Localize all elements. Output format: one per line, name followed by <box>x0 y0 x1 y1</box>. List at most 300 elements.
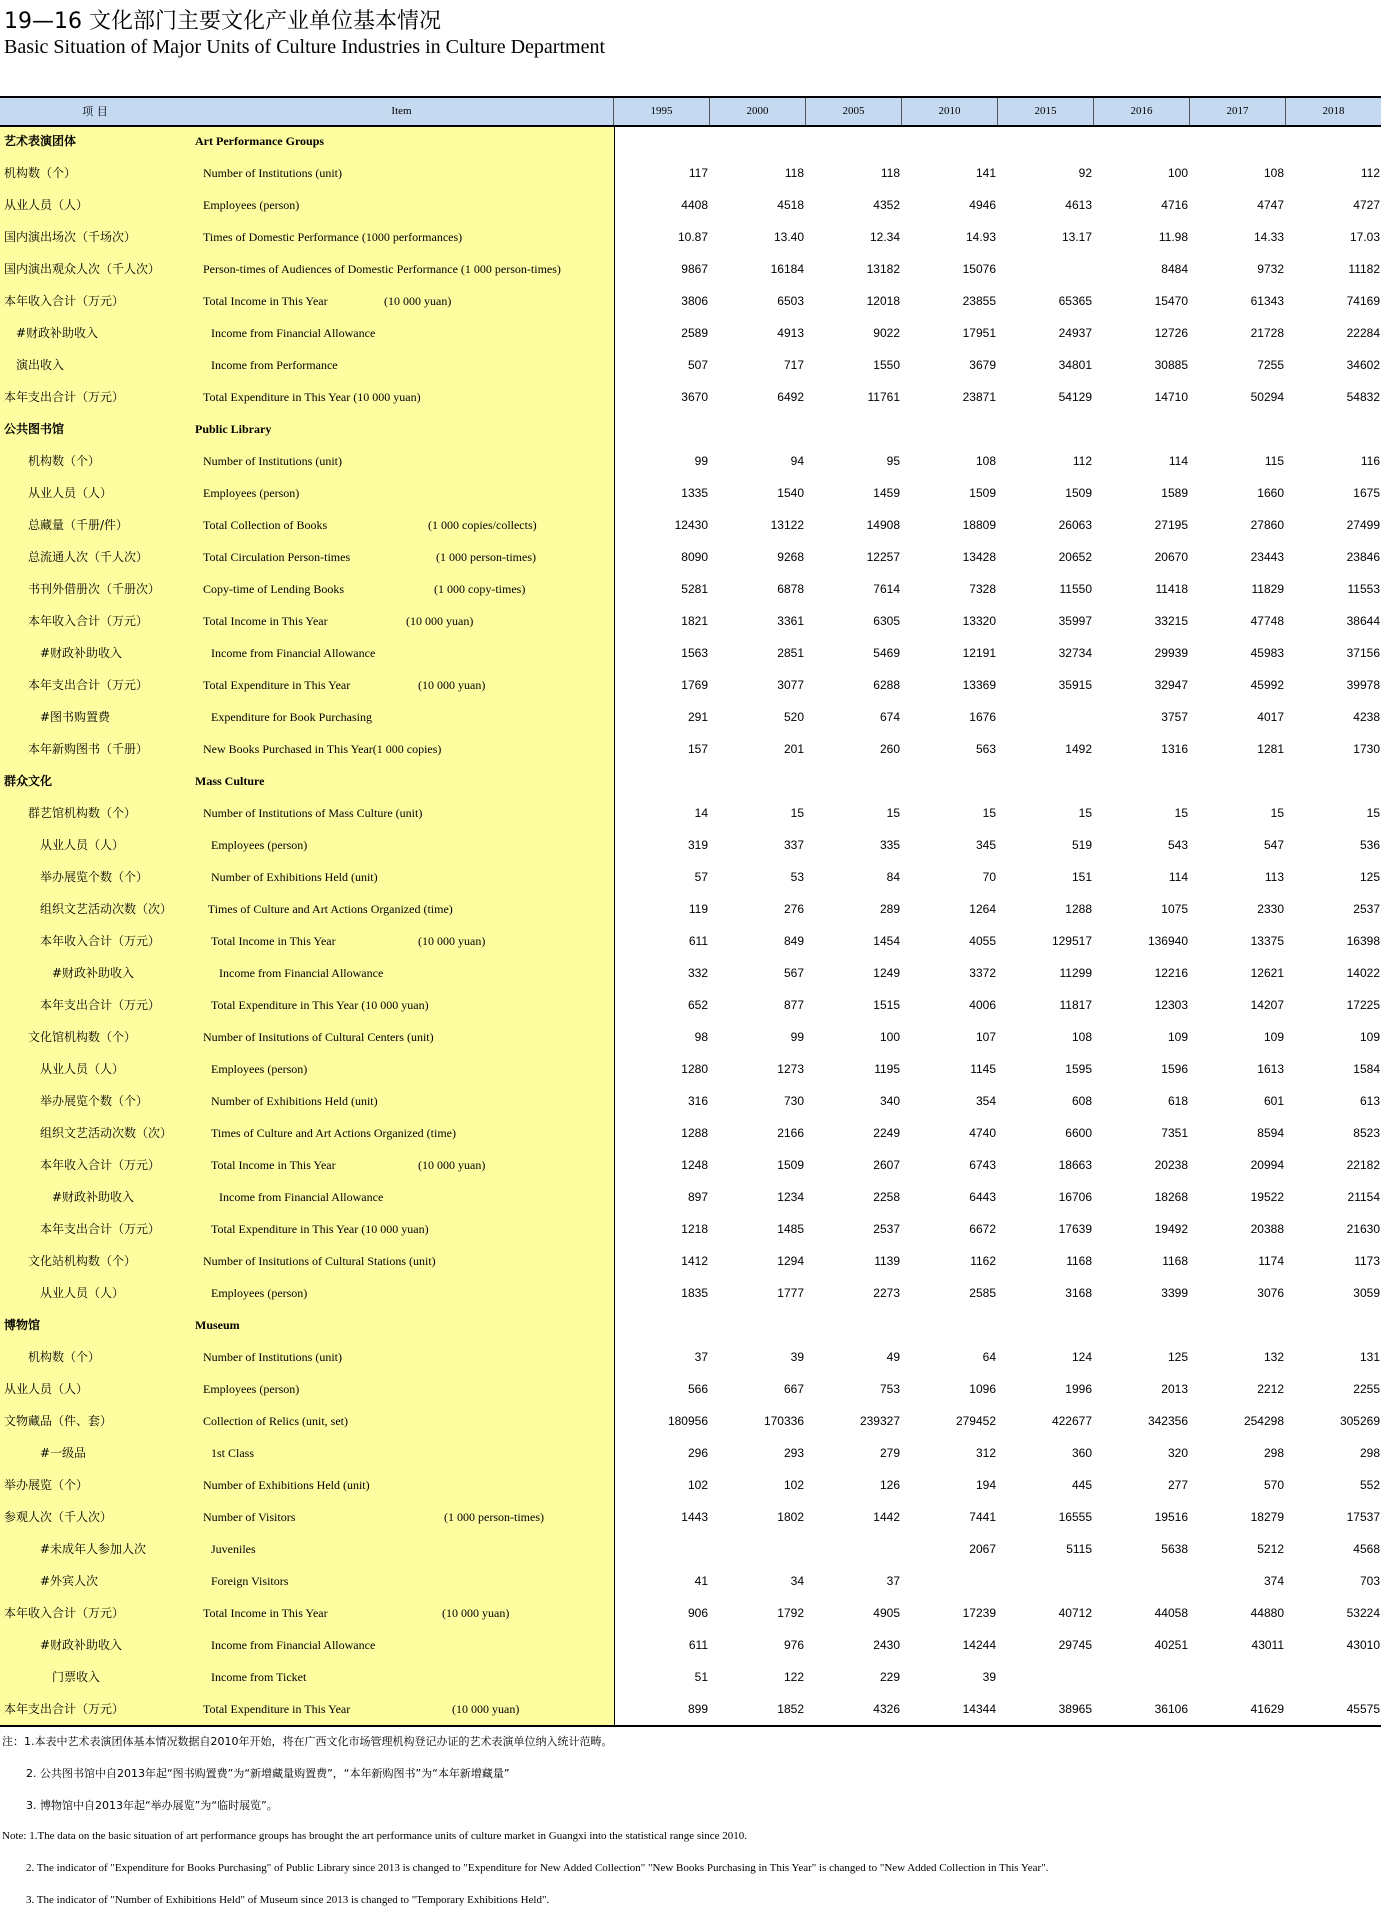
table-cell: 23871 <box>962 390 996 404</box>
row-label-en: Person-times of Audiences of Domestic Performance (1 000 person-times) <box>203 262 561 276</box>
table-header <box>0 96 1381 127</box>
table-cell: 6672 <box>969 1222 996 1236</box>
table-cell: 6600 <box>1065 1126 1092 1140</box>
table-bottom-rule <box>0 1725 1381 1727</box>
table-cell: 1443 <box>681 1510 708 1524</box>
table-cell: 14207 <box>1250 998 1284 1012</box>
row-label-en: Total Income in This Year <box>203 294 328 308</box>
table-cell: 601 <box>1263 1094 1284 1108</box>
table-cell: 18279 <box>1250 1510 1284 1524</box>
table-cell: 4017 <box>1257 710 1284 724</box>
table-row <box>0 223 1381 255</box>
table-cell: 51 <box>694 1670 708 1684</box>
table-cell: 21630 <box>1346 1222 1380 1236</box>
table-cell: 2537 <box>1353 902 1380 916</box>
table-row <box>0 1535 1381 1567</box>
row-label-cn: 公共图书馆 <box>4 422 65 436</box>
section-row <box>0 767 1381 799</box>
row-label-cn: 机构数（个） <box>28 454 101 468</box>
table-cell: 2013 <box>1161 1382 1188 1396</box>
table-cell: 4518 <box>777 198 804 212</box>
row-label-en: Total Income in This Year <box>211 1158 336 1172</box>
table-row <box>0 671 1381 703</box>
row-label-en: Employees (person) <box>203 486 300 500</box>
table-cell: 11761 <box>867 390 900 404</box>
table-cell: 41 <box>694 1574 708 1588</box>
table-cell: 4568 <box>1353 1542 1380 1556</box>
table-cell: 1096 <box>969 1382 996 1396</box>
row-label-en: Art Performance Groups <box>195 134 325 148</box>
table-cell: 132 <box>1263 1350 1284 1364</box>
table-cell: 2258 <box>873 1190 900 1204</box>
table-cell: 1288 <box>681 1126 708 1140</box>
table-cell: 10.87 <box>677 230 708 244</box>
table-row <box>0 479 1381 511</box>
table-cell: 1316 <box>1161 742 1188 756</box>
row-label-cn: #财政补助收入 <box>40 646 123 660</box>
table-cell: 45983 <box>1250 646 1284 660</box>
table-cell: 340 <box>879 1094 900 1108</box>
table-cell: 14022 <box>1346 966 1380 980</box>
table-cell: 1234 <box>777 1190 804 1204</box>
table-cell: 6878 <box>777 582 804 596</box>
table-cell: 27195 <box>1154 518 1188 532</box>
table-cell: 1509 <box>969 486 996 500</box>
table-cell: 4913 <box>777 326 804 340</box>
row-label-en: Number of Institutions of Mass Culture (unit) <box>203 806 423 820</box>
table-cell: 20652 <box>1058 550 1092 564</box>
table-row <box>0 1183 1381 1215</box>
table-cell: 115 <box>1264 454 1284 468</box>
row-label-en: Total Income in This Year <box>211 934 336 948</box>
table-row <box>0 1375 1381 1407</box>
table-cell: 1485 <box>777 1222 804 1236</box>
note-line: 注：1.本表中艺术表演团体基本情况数据自2010年开始，将在广西文化市场管理机构登记办证的艺术表演单位纳入统计范畴。 <box>2 1735 613 1748</box>
table-cell: 1264 <box>969 902 996 916</box>
table-cell: 119 <box>688 902 708 916</box>
table-cell: 12.34 <box>869 230 900 244</box>
table-cell: 15470 <box>1154 294 1188 308</box>
table-cell: 39 <box>982 1670 996 1684</box>
table-cell: 7441 <box>969 1510 996 1524</box>
table-cell: 2067 <box>969 1542 996 1556</box>
table-row <box>0 1439 1381 1471</box>
row-label-cn: 从业人员（人） <box>40 1286 125 1300</box>
table-cell: 342356 <box>1147 1414 1188 1428</box>
table-cell: 13428 <box>962 550 996 564</box>
row-label-cn: 总藏量（千册/件） <box>28 518 129 532</box>
table-cell: 1459 <box>873 486 900 500</box>
table-cell: 38965 <box>1058 1702 1092 1716</box>
table-cell: 1218 <box>681 1222 708 1236</box>
table-cell: 41629 <box>1250 1702 1284 1716</box>
table-cell: 543 <box>1167 838 1188 852</box>
table-cell: 3059 <box>1353 1286 1380 1300</box>
table-cell: 20238 <box>1154 1158 1188 1172</box>
table-cell: 1162 <box>970 1254 996 1268</box>
table-cell: 17225 <box>1346 998 1380 1012</box>
table-cell: 2537 <box>873 1222 900 1236</box>
table-row <box>0 863 1381 895</box>
row-label-en: Total Expenditure in This Year (10 000 yuan) <box>203 390 421 404</box>
table-cell: 4905 <box>873 1606 900 1620</box>
table-cell: 4747 <box>1257 198 1284 212</box>
table-cell: 36106 <box>1154 1702 1188 1716</box>
table-row <box>0 1567 1381 1599</box>
table-cell: 50294 <box>1250 390 1284 404</box>
table-cell: 611 <box>688 934 708 948</box>
table-cell: 5115 <box>1066 1542 1092 1556</box>
row-label-cn: #财政补助收入 <box>52 966 135 980</box>
table-cell: 34 <box>790 1574 804 1588</box>
table-cell: 124 <box>1071 1350 1092 1364</box>
table-cell: 94 <box>790 454 804 468</box>
table-cell: 277 <box>1167 1478 1188 1492</box>
table-cell: 19522 <box>1250 1190 1284 1204</box>
table-cell: 13.40 <box>773 230 804 244</box>
table-row <box>0 927 1381 959</box>
table-row <box>0 1151 1381 1183</box>
table-cell: 194 <box>975 1478 996 1492</box>
table-cell: 18809 <box>962 518 996 532</box>
table-row <box>0 1119 1381 1151</box>
table-cell: 1248 <box>681 1158 708 1172</box>
table-cell: 35915 <box>1058 678 1092 692</box>
table-cell: 279 <box>879 1446 900 1460</box>
table-cell: 151 <box>1071 870 1092 884</box>
table-cell: 1335 <box>681 486 708 500</box>
row-label-cn: 群众文化 <box>4 774 53 788</box>
table-cell: 1821 <box>681 614 708 628</box>
row-label-cn: 本年支出合计（万元） <box>40 998 161 1012</box>
table-cell: 316 <box>687 1094 708 1108</box>
row-label-cn: 举办展览（个） <box>4 1478 89 1492</box>
row-unit: (10 000 yuan) <box>452 1702 520 1716</box>
table-cell: 109 <box>1359 1030 1380 1044</box>
table-cell: 126 <box>879 1478 900 1492</box>
header-year: 2018 <box>1322 105 1345 117</box>
row-label-cn: #财政补助收入 <box>16 326 99 340</box>
table-cell: 6443 <box>969 1190 996 1204</box>
row-label-cn: #财政补助收入 <box>40 1638 123 1652</box>
row-label-en: Expenditure for Book Purchasing <box>211 710 372 724</box>
row-label-en: Total Circulation Person-times <box>203 550 351 564</box>
table-cell: 18268 <box>1154 1190 1188 1204</box>
table-cell: 14710 <box>1154 390 1188 404</box>
row-label-cn: 本年收入合计（万元） <box>40 934 161 948</box>
table-cell: 9732 <box>1257 262 1284 276</box>
table-cell: 1852 <box>777 1702 804 1716</box>
table-cell: 118 <box>880 166 900 180</box>
table-cell: 618 <box>1167 1094 1188 1108</box>
table-cell: 608 <box>1071 1094 1092 1108</box>
table-cell: 125 <box>1359 870 1380 884</box>
table-cell: 4716 <box>1161 198 1188 212</box>
table-cell: 1589 <box>1161 486 1188 500</box>
table-cell: 305269 <box>1339 1414 1380 1428</box>
table-cell: 566 <box>687 1382 708 1396</box>
table-cell: 113 <box>1264 870 1284 884</box>
row-label-cn: #一级品 <box>40 1446 87 1460</box>
row-label-en: Number of Exhibitions Held (unit) <box>203 1478 370 1492</box>
table-row <box>0 1023 1381 1055</box>
row-label-en: Employees (person) <box>203 1382 300 1396</box>
header-year: 2000 <box>710 98 806 125</box>
table-cell: 9022 <box>873 326 900 340</box>
table-cell: 2330 <box>1257 902 1284 916</box>
table-cell: 312 <box>975 1446 996 1460</box>
table-cell: 239327 <box>859 1414 900 1428</box>
row-label-en: Museum <box>195 1318 240 1332</box>
row-label-cn: 门票收入 <box>52 1670 101 1684</box>
table-cell: 897 <box>687 1190 708 1204</box>
table-cell: 1454 <box>873 934 900 948</box>
table-cell: 3077 <box>777 678 804 692</box>
table-cell: 17239 <box>962 1606 996 1620</box>
table-cell: 13375 <box>1250 934 1284 948</box>
table-cell: 1173 <box>1354 1254 1380 1268</box>
row-label-en: Employees (person) <box>203 198 300 212</box>
row-label-en: Total Collection of Books <box>203 518 328 532</box>
row-label-cn: #外宾人次 <box>40 1574 99 1588</box>
table-cell: 49 <box>886 1350 900 1364</box>
header-year: 1995 <box>614 98 710 125</box>
table-cell: 8090 <box>681 550 708 564</box>
table-cell: 2166 <box>777 1126 804 1140</box>
table-cell: 445 <box>1071 1478 1092 1492</box>
table-cell: 422677 <box>1051 1414 1092 1428</box>
table-row <box>0 383 1381 415</box>
table-cell: 17951 <box>962 326 996 340</box>
table-cell: 112 <box>1360 166 1380 180</box>
row-label-en: Number of Institutions (unit) <box>203 1350 342 1364</box>
table-cell: 1777 <box>777 1286 804 1300</box>
table-cell: 32734 <box>1058 646 1092 660</box>
table-cell: 117 <box>688 166 708 180</box>
table-cell: 5638 <box>1161 1542 1188 1556</box>
table-cell: 47748 <box>1250 614 1284 628</box>
table-cell: 6743 <box>969 1158 996 1172</box>
table-cell: 19516 <box>1154 1510 1188 1524</box>
table-cell: 291 <box>687 710 708 724</box>
table-cell: 131 <box>1359 1350 1380 1364</box>
row-label-cn: 本年收入合计（万元） <box>4 294 125 308</box>
table-cell: 611 <box>688 1638 708 1652</box>
table-cell: 102 <box>687 1478 708 1492</box>
row-label-cn: 从业人员（人） <box>4 1382 89 1396</box>
table-cell: 8594 <box>1257 1126 1284 1140</box>
table-cell: 17.03 <box>1349 230 1380 244</box>
table-cell: 3806 <box>681 294 708 308</box>
table-cell: 4006 <box>969 998 996 1012</box>
row-label-cn: 举办展览个数（个） <box>40 1094 149 1108</box>
table-cell: 92 <box>1078 166 1092 180</box>
row-label-cn: #财政补助收入 <box>52 1190 135 1204</box>
row-label-en: Total Income in This Year <box>203 1606 328 1620</box>
row-label-cn: 从业人员（人） <box>4 198 89 212</box>
table-cell: 260 <box>879 742 900 756</box>
table-cell: 114 <box>1168 870 1188 884</box>
table-row <box>0 799 1381 831</box>
table-cell: 229 <box>879 1670 900 1684</box>
table-cell: 4352 <box>873 198 900 212</box>
table-cell: 1168 <box>1066 1254 1092 1268</box>
table-cell: 319 <box>687 838 708 852</box>
row-label-cn: 本年支出合计（万元） <box>40 1222 161 1236</box>
table-cell: 18663 <box>1058 1158 1092 1172</box>
row-label-en: Income from Financial Allowance <box>219 966 384 980</box>
page-title-en: Basic Situation of Major Units of Culture Industries in Culture Department <box>4 36 606 58</box>
table-row <box>0 447 1381 479</box>
row-label-en: Employees (person) <box>211 838 308 852</box>
table-cell: 12621 <box>1250 966 1284 980</box>
table-cell: 44058 <box>1154 1606 1188 1620</box>
table-cell: 1288 <box>1065 902 1092 916</box>
table-cell: 17537 <box>1346 1510 1380 1524</box>
table-cell: 849 <box>783 934 804 948</box>
row-label-en: Number of Exhibitions Held (unit) <box>211 1094 378 1108</box>
table-row <box>0 1631 1381 1663</box>
table-cell: 114 <box>1168 454 1188 468</box>
table-cell: 16555 <box>1058 1510 1092 1524</box>
table-cell: 12191 <box>962 646 996 660</box>
row-label-en: Income from Financial Allowance <box>219 1190 384 1204</box>
table-cell: 652 <box>687 998 708 1012</box>
table-cell: 254298 <box>1243 1414 1284 1428</box>
table-cell: 45992 <box>1250 678 1284 692</box>
table-cell: 29745 <box>1058 1638 1092 1652</box>
table-cell: 8523 <box>1353 1126 1380 1140</box>
table-cell: 201 <box>783 742 804 756</box>
table-row <box>0 639 1381 671</box>
table-cell: 34801 <box>1058 358 1092 372</box>
table-cell: 320 <box>1167 1446 1188 1460</box>
row-unit: (10 000 yuan) <box>442 1606 510 1620</box>
row-label-en: New Books Purchased in This Year(1 000 copies) <box>203 742 442 756</box>
table-cell: 20670 <box>1154 550 1188 564</box>
table-cell: 53224 <box>1346 1606 1380 1620</box>
row-label-en: Total Expenditure in This Year (10 000 yuan) <box>211 1222 429 1236</box>
table-cell: 6305 <box>873 614 900 628</box>
note-line: Note: 1.The data on the basic situation of art performance groups has brought the art performance units of culture market in Guangxi into the statistical range since 2010. <box>2 1830 748 1842</box>
table-cell: 98 <box>694 1030 708 1044</box>
table-cell: 11182 <box>1348 262 1380 276</box>
header-item-en: Item <box>190 98 614 125</box>
table-cell: 109 <box>1167 1030 1188 1044</box>
table-cell: 100 <box>879 1030 900 1044</box>
table-cell: 21154 <box>1347 1190 1380 1204</box>
table-cell: 16398 <box>1346 934 1380 948</box>
table-cell: 45575 <box>1346 1702 1380 1716</box>
table-cell: 296 <box>687 1446 708 1460</box>
row-label-cn: 组织文艺活动次数（次） <box>40 1126 173 1140</box>
table-cell: 4055 <box>969 934 996 948</box>
row-label-en: Number of Insitutions of Cultural Centers (unit) <box>203 1030 434 1044</box>
row-label-cn: 机构数（个） <box>4 166 77 180</box>
row-label-cn: 群艺馆机构数（个） <box>28 806 137 820</box>
table-cell: 7328 <box>969 582 996 596</box>
table-cell: 703 <box>1359 1574 1380 1588</box>
table-row <box>0 991 1381 1023</box>
table-cell: 906 <box>687 1606 708 1620</box>
table-cell: 11299 <box>1059 966 1092 980</box>
table-cell: 1281 <box>1257 742 1284 756</box>
table-cell: 19492 <box>1154 1222 1188 1236</box>
table-cell: 16184 <box>770 262 804 276</box>
table-cell: 17639 <box>1058 1222 1092 1236</box>
table-cell: 15076 <box>962 262 996 276</box>
table-cell: 14908 <box>866 518 900 532</box>
table-cell: 2851 <box>777 646 804 660</box>
section-row <box>0 1311 1381 1343</box>
table-cell: 753 <box>879 1382 900 1396</box>
table-cell: 519 <box>1071 838 1092 852</box>
row-label-cn: 艺术表演团体 <box>4 134 77 148</box>
row-label-cn: 书刊外借册次（千册次） <box>28 582 161 596</box>
row-label-en: Times of Culture and Art Actions Organized (time) <box>211 1126 456 1140</box>
table-cell: 15 <box>1174 806 1188 820</box>
header-year: 2017 <box>1190 98 1286 125</box>
row-unit: (10 000 yuan) <box>418 678 486 692</box>
table-cell: 170336 <box>763 1414 804 1428</box>
table-row <box>0 735 1381 767</box>
row-label-cn: 总流通人次（千人次） <box>28 550 149 564</box>
table-cell: 4408 <box>681 198 708 212</box>
table-cell: 38644 <box>1346 614 1380 628</box>
row-label-en: Income from Performance <box>211 358 338 372</box>
row-label-cn: #未成年人参加人次 <box>40 1542 147 1556</box>
table-cell: 1675 <box>1353 486 1380 500</box>
row-label-cn: #图书购置费 <box>40 710 111 724</box>
table-cell: 15 <box>1270 806 1284 820</box>
row-unit: (1 000 person-times) <box>436 550 536 564</box>
row-label-en: Number of Exhibitions Held (unit) <box>211 870 378 884</box>
table-cell: 1195 <box>874 1062 900 1076</box>
table-cell: 129517 <box>1051 934 1092 948</box>
note-line: 2. The indicator of "Expenditure for Books Purchasing" of Public Library since 2013 is changed to "Expenditure for New Added Collection" "New Books Purchasing in This Year" is changed to "New Added Collection in This Year". <box>26 1862 1049 1874</box>
row-unit: (10 000 yuan) <box>384 294 452 308</box>
table-cell: 9268 <box>777 550 804 564</box>
table-cell: 674 <box>879 710 900 724</box>
table-row <box>0 1343 1381 1375</box>
table-row <box>0 1279 1381 1311</box>
row-label-en: Collection of Relics (unit, set) <box>203 1414 348 1428</box>
row-label-en: Income from Financial Allowance <box>211 326 376 340</box>
table-cell: 3361 <box>777 614 804 628</box>
table-cell: 37156 <box>1346 646 1380 660</box>
table-cell: 13122 <box>770 518 804 532</box>
table-row <box>0 1599 1381 1631</box>
table-row <box>0 895 1381 927</box>
table-cell: 22182 <box>1346 1158 1380 1172</box>
row-label-cn: 国内演出观众人次（千人次） <box>4 262 161 276</box>
table-cell: 1509 <box>777 1158 804 1172</box>
table-row <box>0 607 1381 639</box>
note-line: 3. 博物馆中自2013年起“举办展览”为“临时展览”。 <box>26 1799 278 1812</box>
section-row <box>0 415 1381 447</box>
table-cell: 7351 <box>1161 1126 1188 1140</box>
table-cell: 5281 <box>681 582 708 596</box>
table-cell: 360 <box>1071 1446 1092 1460</box>
table-cell: 15 <box>1078 806 1092 820</box>
row-unit: (1 000 copies/collects) <box>428 518 537 532</box>
table-cell: 3076 <box>1257 1286 1284 1300</box>
row-label-en: Number of Visitors <box>203 1510 296 1524</box>
table-cell: 112 <box>1072 454 1092 468</box>
row-label-cn: 文化馆机构数（个） <box>28 1030 137 1044</box>
table-cell: 5469 <box>873 646 900 660</box>
table-row <box>0 351 1381 383</box>
